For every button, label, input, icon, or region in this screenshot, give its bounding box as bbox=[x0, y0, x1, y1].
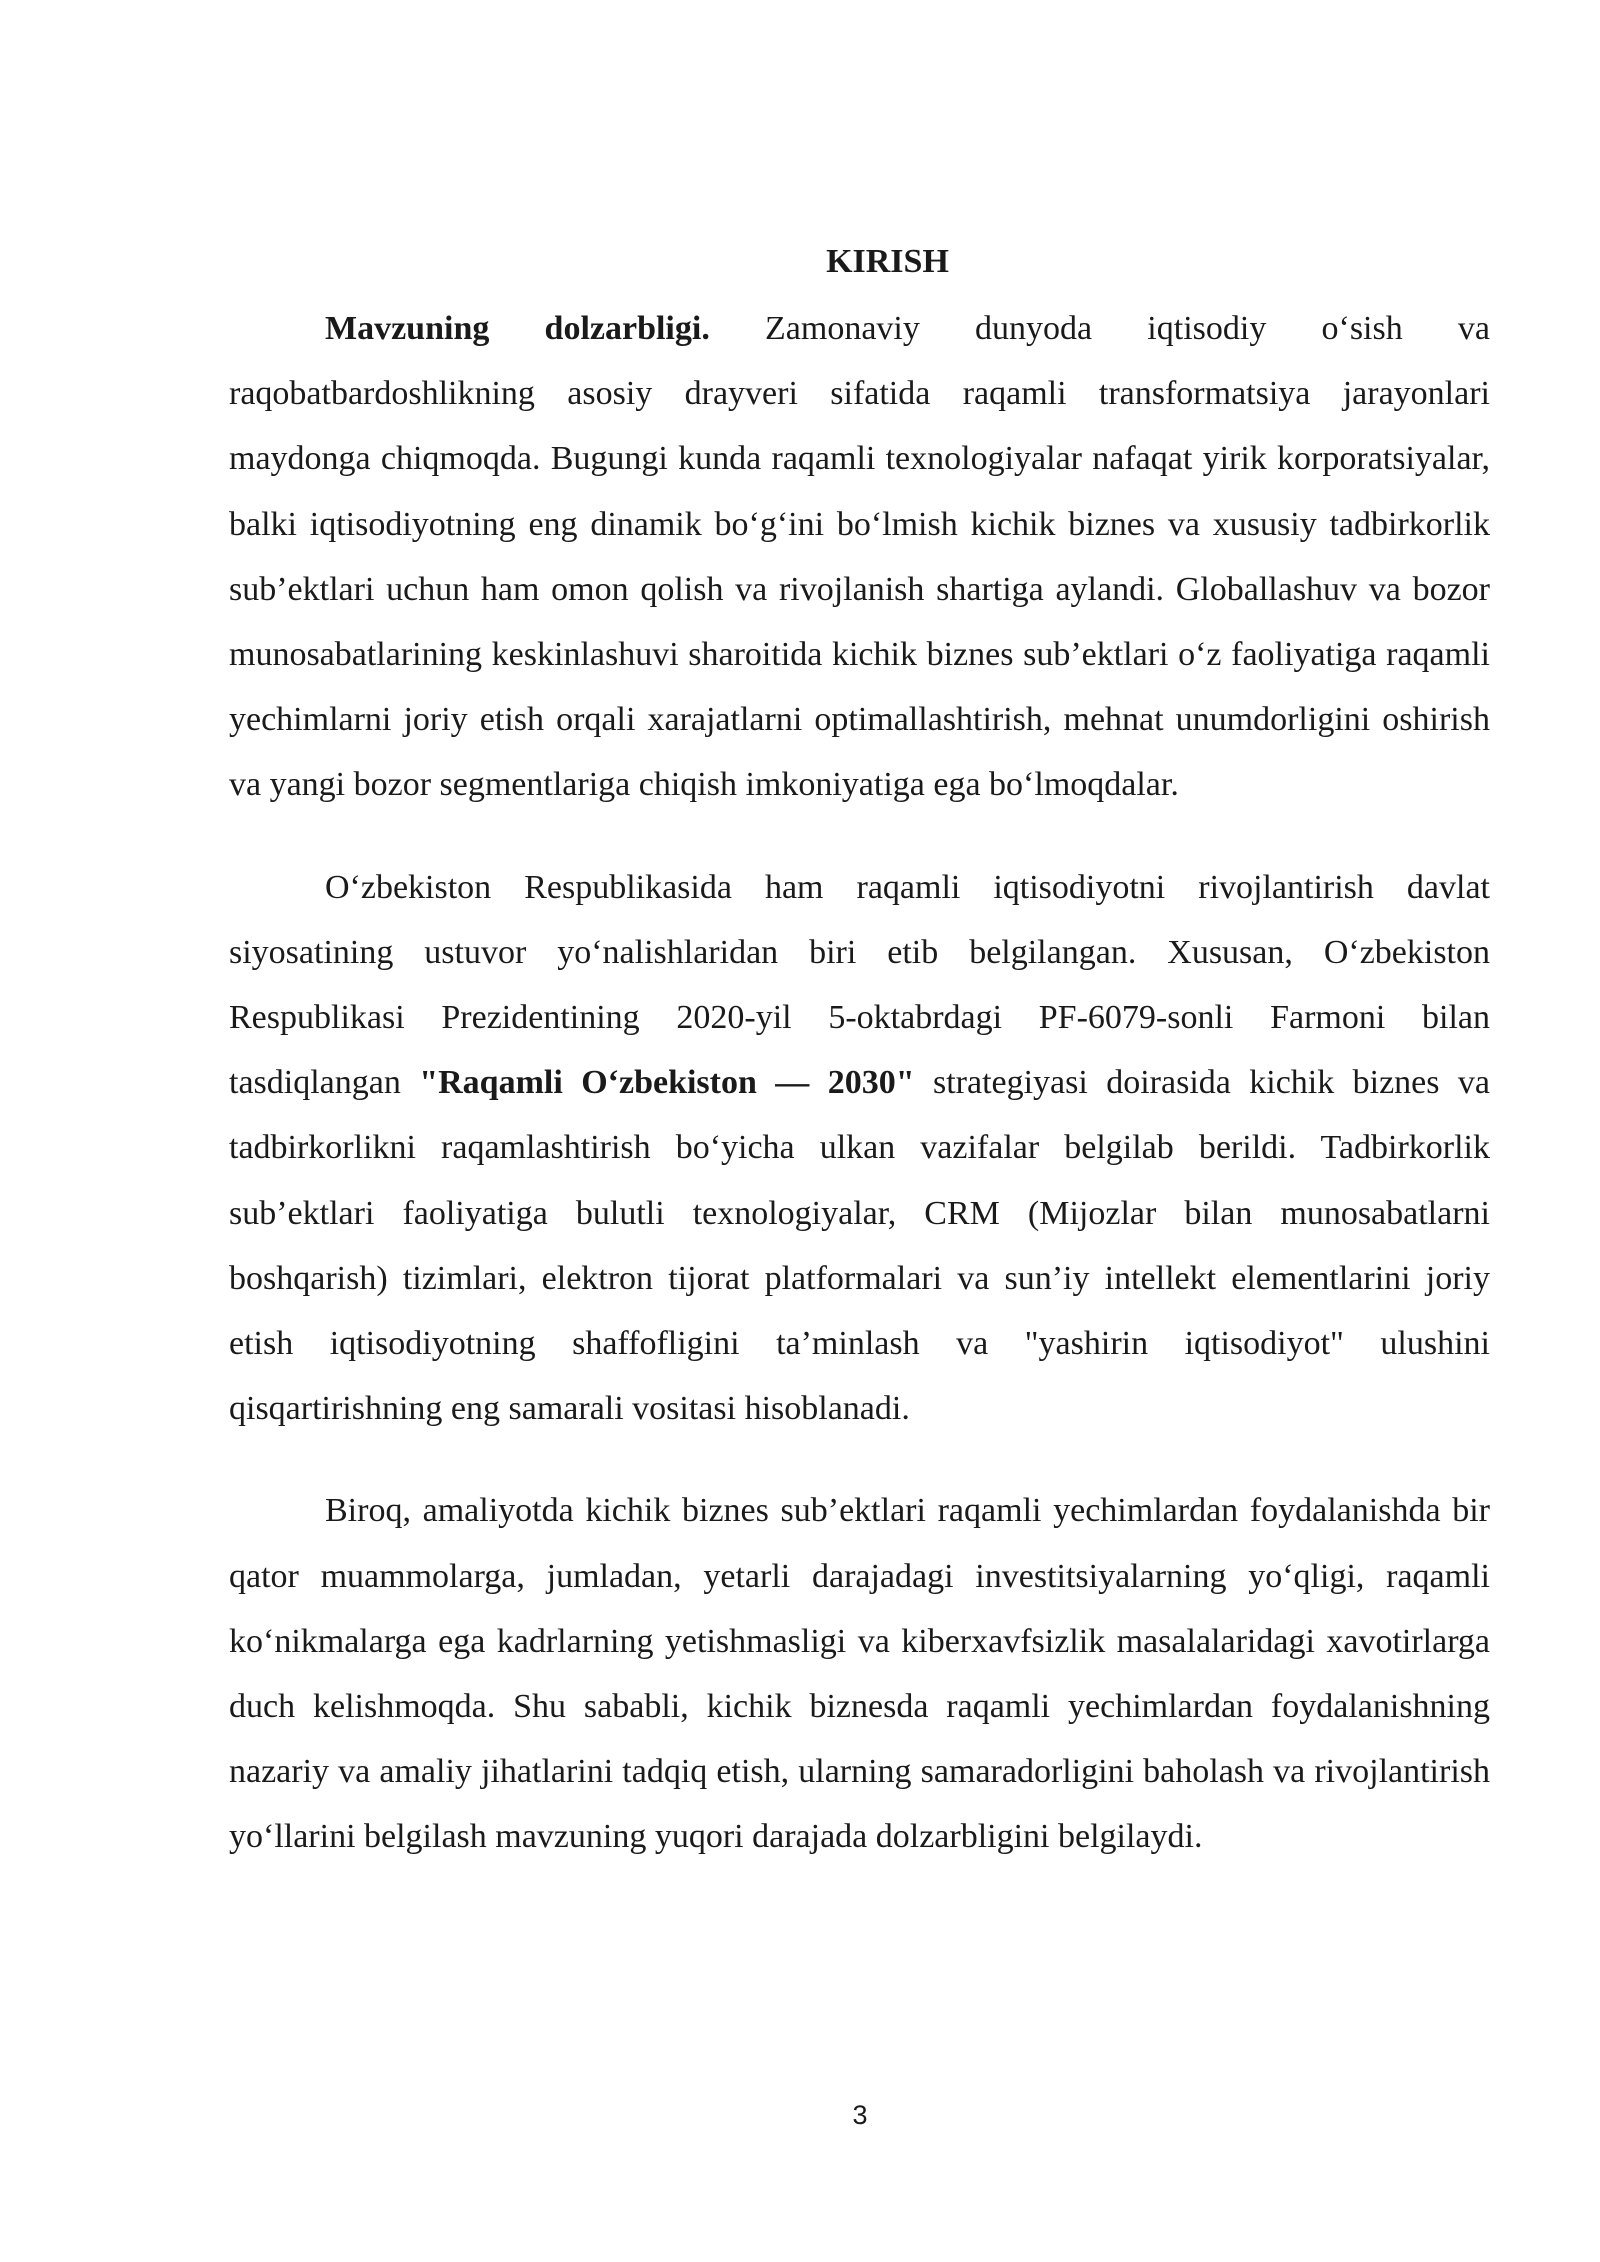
paragraph-uzbekistan-policy bbox=[229, 855, 1490, 1442]
paragraph-text: Zamonaviy dunyoda iqtisodiy o‘sish va raqobatbardoshlikning asosiy drayveri sifatida raqamli transformatsiya jarayonlari maydonga chiqmoqda. Bugungi kunda raqamli texnologiyalar nafaqat yirik korporatsiyalar, balki iqtisodiyotning eng dinamik bo‘g‘ini bo‘lmish kichik biznes va xususiy tadbirkorlik sub’ektlari uchun ham omon qolish va rivojlanish shartiga aylandi. Globallashuv va bozor munosabatlarining keskinlashuvi sharoitida kichik biznes sub’ektlari o‘z faoliyatiga raqamli yechimlarni joriy etish orqali xarajatlarni optimallashtirish, mehnat unumdorligini oshirish va yangi bozor segmentlariga chiqish imkoniyatiga ega bo‘lmoqdalar. bbox=[229, 310, 1490, 804]
page-number: 3 bbox=[852, 2100, 868, 2130]
document-page bbox=[229, 232, 1490, 1870]
paragraph-problems bbox=[229, 1478, 1490, 1869]
section-title: KIRISH bbox=[826, 243, 949, 280]
strategy-name: "Raqamli O‘zbekiston — 2030" bbox=[419, 1064, 915, 1102]
paragraph-relevance bbox=[229, 296, 1490, 818]
paragraph-text: Biroq, amaliyotda kichik biznes sub’ektlari raqamli yechimlardan foydalanishda bir qator muammolarga, jumladan, yetarli darajadagi investitsiyalarning yo‘qligi, raqamli ko‘nikmalarga ega kadrlarning yetishmasligi va kiberxavfsizlik masalalaridagi xavotirlarga duch kelishmoqda. Shu sababli, kichik biznesda raqamli yechimlardan foydalanishning nazariy va amaliy jihatlarini tadqiq etish, ularning samaradorligini baholash va rivojlantirish yo‘llarini belgilash mavzuning yuqori darajada dolzarbligini belgilaydi. bbox=[229, 1492, 1490, 1856]
paragraph-text-after: strategiyasi doirasida kichik biznes va tadbirkorlikni raqamlashtirish bo‘yicha ulkan vazifalar belgilab berildi. Tadbirkorlik sub’ektlari faoliyatiga bulutli texnologiyalar, CRM (Mijozlar bilan munosabatlarni boshqarish) tizimlari, elektron tijorat platformalari va sun’iy intellekt elementlarini joriy etish iqtisodiyotning shaffofligini ta’minlash va "yashirin iqtisodiyot" ulushini qisqartirishning eng samarali vositasi hisoblanadi. bbox=[229, 1064, 1491, 1428]
paragraph-lead: Mavzuning dolzarbligi. bbox=[325, 310, 710, 347]
paragraph-text-before: O‘zbekiston Respublikasida ham raqamli iqtisodiyotni rivojlantirish davlat siyosatining ustuvor yo‘nalishlaridan biri etib belgilangan. Xususan, O‘zbekiston Respublikasi Prezidentining 2020-yil 5-oktabrdagi PF-6079-sonli Farmoni bilan tasdiqlangan bbox=[229, 868, 1490, 1102]
